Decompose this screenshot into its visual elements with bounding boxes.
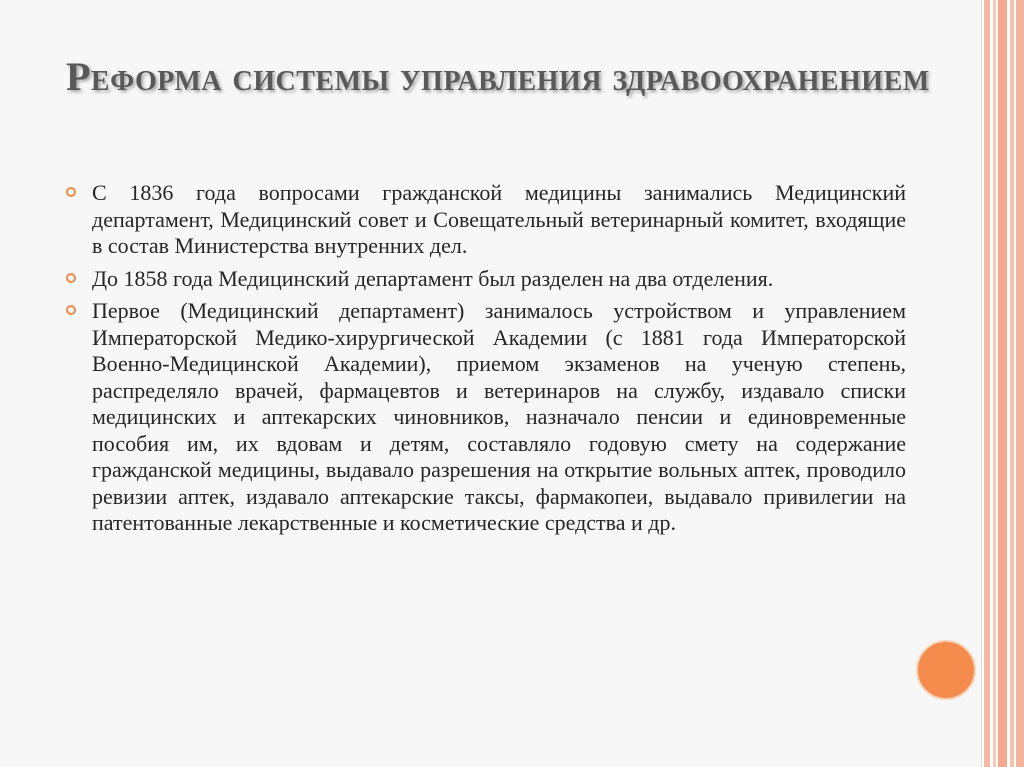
bullet-list xyxy=(66,180,906,543)
bullet-text: Первое (Медицинский департамент) занималось устройством и управлением Императорской Медико-хирургической Академии (с 1881 года Императорской Военно-Медицинской Академии), приемом экзаменов на ученую степень, распределяло врачей, фармацевтов и ветеринаров на службу, издавало списки медицинских и аптекарских чиновников, назначало пенсии и единовременные пособия им, их вдовам и детям, составляло годовую смету на содержание гражданской медицины, выдавало разрешения на открытие вольных аптек, проводило ревизии аптек, издавало аптекарские таксы, фармакопеи, выдавало привилегии на патентованные лекарственные и косметические средства и др. xyxy=(92,298,906,535)
bullet-text: До 1858 года Медицинский департамент был разделен на два отделения. xyxy=(92,265,774,291)
bullet-icon xyxy=(66,273,76,283)
slide-title: Реформа системы управления здравоохранением xyxy=(66,54,930,99)
decorative-stripe xyxy=(1010,0,1014,767)
orange-circle-decoration xyxy=(916,640,976,700)
bullet-item xyxy=(66,298,906,537)
decorative-stripe xyxy=(984,0,990,767)
bullet-text: С 1836 года вопросами гражданской медицины занимались Медицинский департамент, Медицинский совет и Совещательный ветеринарный комитет, входящие в состав Министерства внутренних дел. xyxy=(92,180,906,258)
decorative-stripe xyxy=(1016,0,1024,767)
decorative-stripe xyxy=(993,0,996,767)
decorative-stripe xyxy=(998,0,1007,767)
bullet-item xyxy=(66,180,906,260)
bullet-icon xyxy=(66,187,76,197)
bullet-item xyxy=(66,266,906,293)
bullet-icon xyxy=(66,305,76,315)
